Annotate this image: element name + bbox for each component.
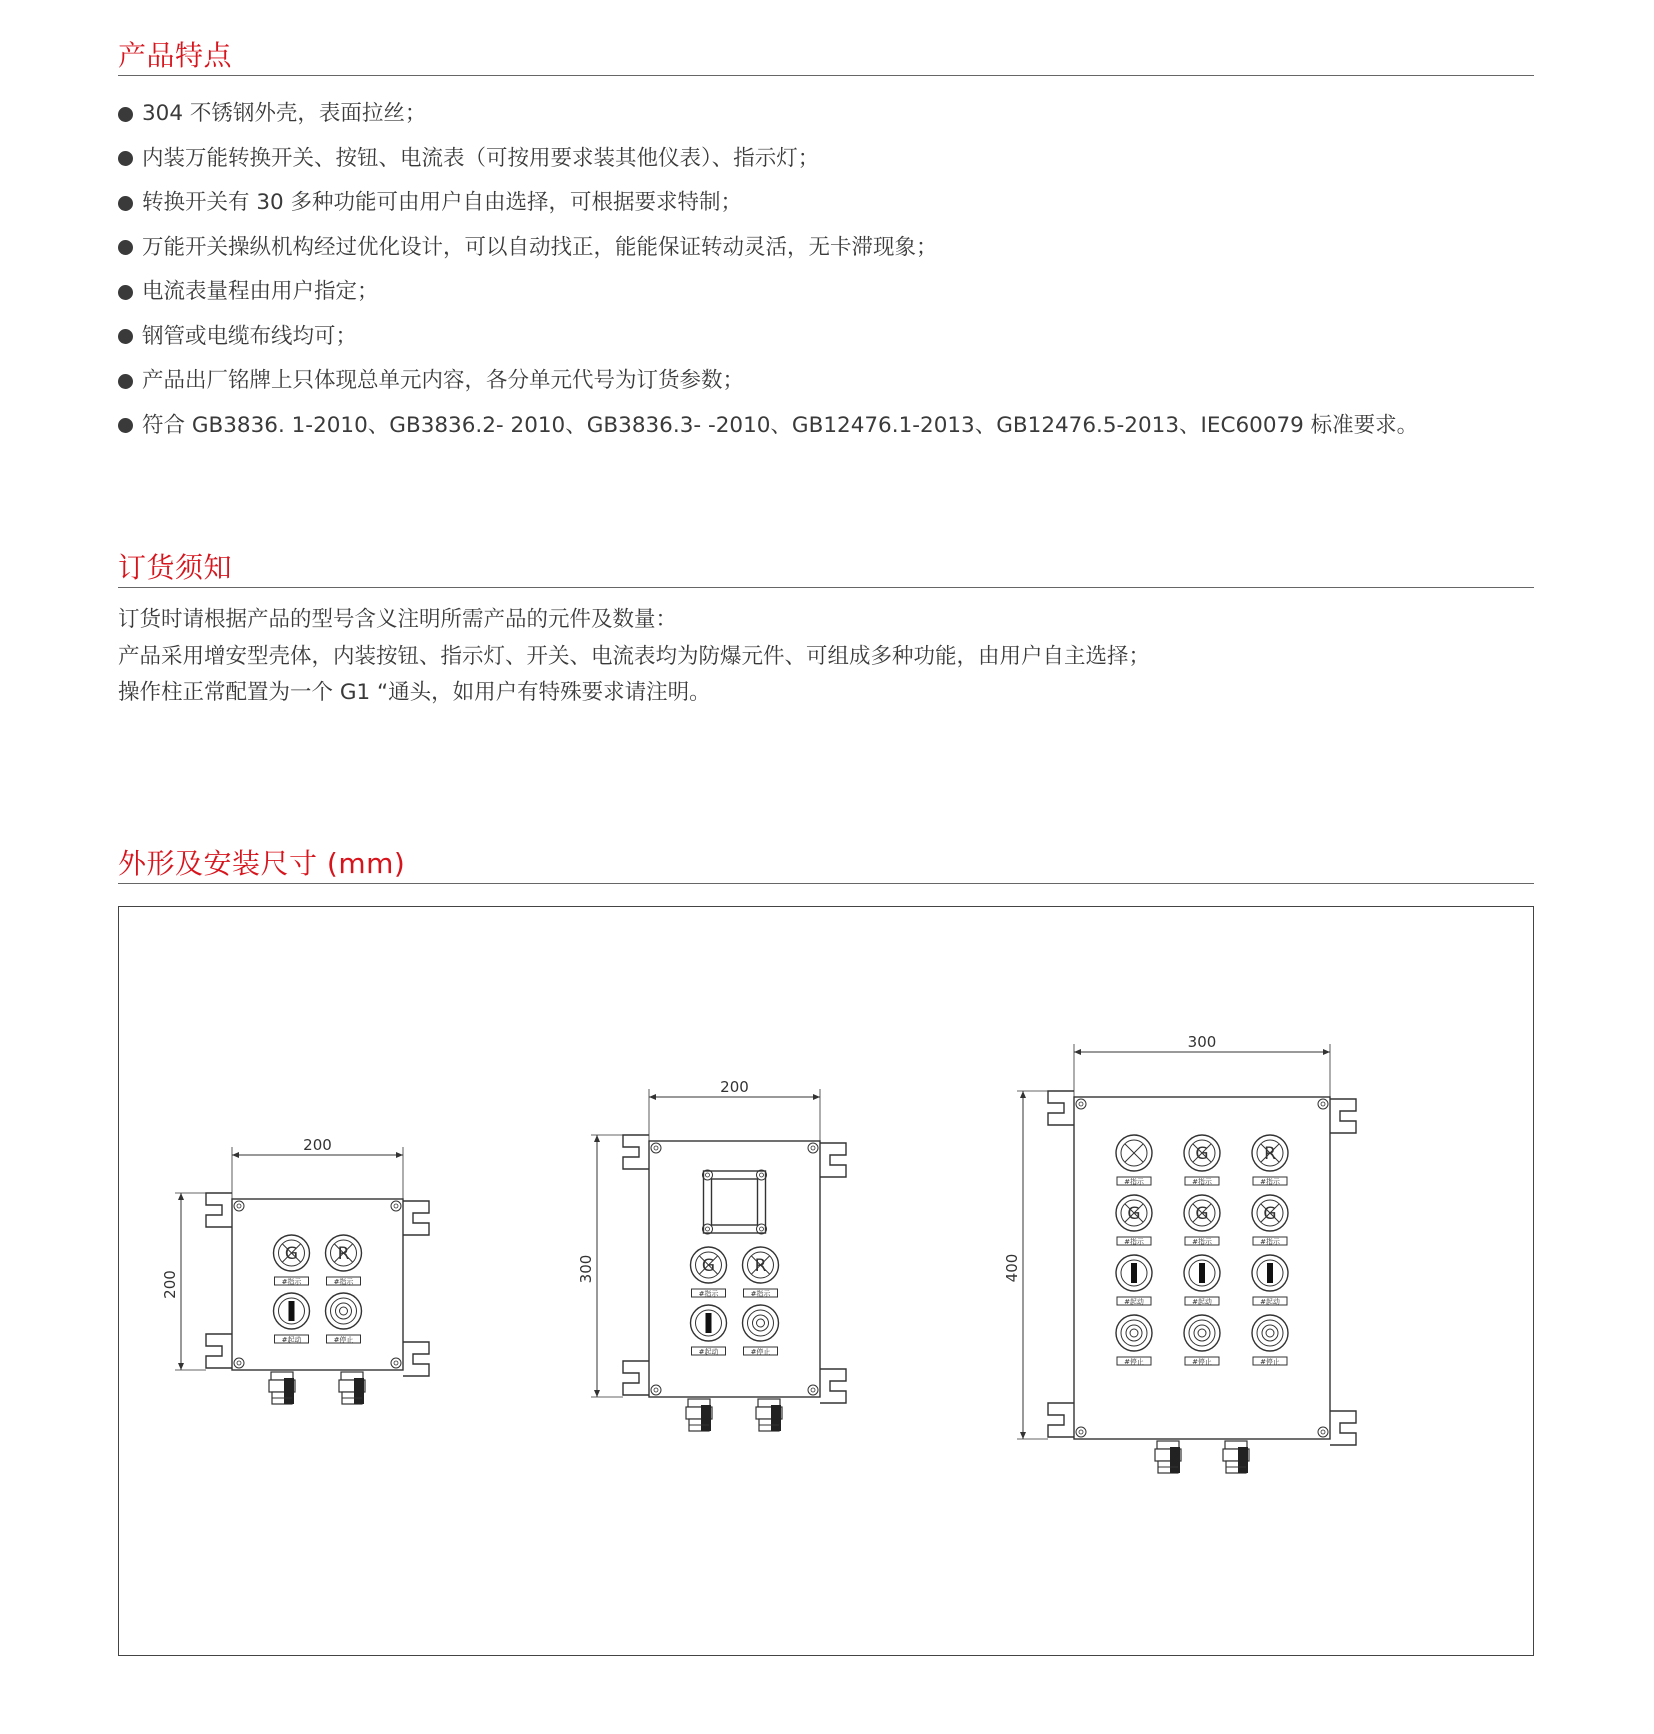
indicator-letter: G <box>284 1244 299 1264</box>
mounting-bracket <box>1330 1411 1356 1445</box>
features-divider <box>118 75 1534 76</box>
switch-knob-icon <box>1199 1263 1205 1283</box>
ammeter-window <box>704 1171 766 1233</box>
feature-text: 钢管或电缆布线均可； <box>142 323 358 349</box>
mounting-bracket <box>403 1201 429 1235</box>
nameplate-label: #指示 <box>281 1278 302 1286</box>
bullet-icon <box>118 374 133 389</box>
cable-gland-icon <box>1155 1441 1181 1473</box>
enclosure-body <box>232 1199 403 1370</box>
nameplate-label: #指示 <box>1260 1178 1280 1186</box>
component-switch <box>691 1305 727 1356</box>
dimensions-divider <box>118 883 1534 884</box>
indicator-letter: R <box>1264 1144 1276 1164</box>
list-item <box>118 270 1418 315</box>
arrowhead <box>1020 1091 1026 1098</box>
nameplate-label: #指示 <box>1192 1178 1212 1186</box>
cable-gland-icon <box>686 1399 712 1431</box>
indicator-letter: R <box>754 1256 767 1276</box>
dimension-drawings <box>119 907 1533 1655</box>
arrowhead <box>396 1152 403 1158</box>
mounting-bracket <box>403 1342 429 1376</box>
enclosure-drawing-3 <box>1003 1033 1356 1473</box>
switch-knob-icon <box>706 1313 712 1333</box>
height-dimension-label: 300 <box>577 1254 595 1284</box>
nameplate-label: #停止 <box>1124 1358 1144 1366</box>
height-dimension-label: 400 <box>1003 1253 1021 1283</box>
width-dimension-label: 200 <box>303 1136 332 1154</box>
indicator-letter: R <box>337 1244 350 1264</box>
arrowhead <box>178 1363 184 1370</box>
indicator-letter: G <box>1195 1144 1209 1164</box>
component-button <box>743 1305 779 1356</box>
mounting-bracket <box>820 1369 846 1403</box>
indicator-letter: G <box>1263 1204 1277 1224</box>
height-dimension-label: 200 <box>161 1270 179 1299</box>
nameplate-label: #停止 <box>1260 1358 1280 1366</box>
component-R <box>326 1235 362 1286</box>
arrowhead <box>178 1193 184 1200</box>
ordering-line: 产品采用增安型壳体，内装按钮、指示灯、开关、电流表均为防爆元件、可组成多种功能，由用户自主选择； <box>118 643 1151 669</box>
nameplate-label: #停止 <box>1192 1358 1212 1366</box>
component-G <box>691 1247 727 1298</box>
component-G <box>1116 1195 1152 1246</box>
bullet-icon <box>118 285 133 300</box>
ordering-divider <box>118 587 1534 588</box>
list-item <box>118 359 1418 404</box>
nameplate-label: #指示 <box>333 1278 354 1286</box>
cable-gland-icon <box>756 1399 782 1431</box>
arrowhead <box>649 1094 656 1100</box>
enclosure-drawing-1 <box>161 1136 429 1404</box>
arrowhead <box>1020 1432 1026 1439</box>
feature-text: 内装万能转换开关、按钮、电流表（可按用要求装其他仪表）、指示灯； <box>142 145 820 171</box>
nameplate-label: #指示 <box>1124 1178 1144 1186</box>
component-button <box>326 1293 362 1344</box>
switch-knob-icon <box>289 1301 295 1321</box>
component-R <box>743 1247 779 1298</box>
component-switch <box>1252 1255 1288 1306</box>
indicator-letter: G <box>1195 1204 1209 1224</box>
drawing-frame <box>118 906 1534 1656</box>
mounting-bracket <box>1330 1099 1356 1133</box>
indicator-letter: G <box>1127 1204 1141 1224</box>
component-X <box>1116 1135 1152 1186</box>
list-item <box>118 315 1418 360</box>
arrowhead <box>1323 1049 1330 1055</box>
component-switch <box>1184 1255 1220 1306</box>
feature-text: 电流表量程由用户指定； <box>142 279 379 305</box>
nameplate-label: #起动 <box>281 1336 302 1344</box>
list-item <box>118 181 1418 226</box>
nameplate-label: #指示 <box>1192 1238 1212 1246</box>
nameplate-label: #起动 <box>1260 1298 1280 1306</box>
nameplate-label: #停止 <box>750 1348 771 1356</box>
component-button <box>1252 1315 1288 1366</box>
switch-knob-icon <box>1131 1263 1137 1283</box>
mounting-bracket <box>1048 1091 1074 1125</box>
component-switch <box>1116 1255 1152 1306</box>
feature-text: 304 不锈钢外壳，表面拉丝； <box>142 101 427 127</box>
feature-text: 产品出厂铭牌上只体现总单元内容，各分单元代号为订货参数； <box>142 368 745 394</box>
component-button <box>1184 1315 1220 1366</box>
nameplate-label: #指示 <box>1260 1238 1280 1246</box>
nameplate-label: #停止 <box>333 1336 354 1344</box>
component-G <box>1252 1195 1288 1246</box>
list-item <box>118 404 1418 449</box>
arrowhead <box>594 1390 600 1397</box>
bullet-icon <box>118 107 133 122</box>
arrowhead <box>813 1094 820 1100</box>
ordering-notes <box>118 602 1150 712</box>
mounting-bracket <box>623 1361 649 1395</box>
ordering-line: 订货时请根据产品的型号含义注明所需产品的元件及数量： <box>118 607 678 632</box>
list-item <box>118 226 1418 271</box>
nameplate-label: #指示 <box>750 1290 771 1298</box>
features-title: 产品特点 <box>118 39 233 72</box>
nameplate-label: #起动 <box>1192 1298 1212 1306</box>
width-dimension-label: 300 <box>1187 1033 1217 1051</box>
component-switch <box>274 1293 310 1344</box>
switch-knob-icon <box>1267 1263 1273 1283</box>
cable-gland-icon <box>339 1372 365 1404</box>
width-dimension-label: 200 <box>720 1078 749 1096</box>
component-G <box>1184 1135 1220 1186</box>
bullet-icon <box>118 240 133 255</box>
mounting-bracket <box>820 1143 846 1177</box>
bullet-icon <box>118 151 133 166</box>
ordering-title: 订货须知 <box>118 551 233 584</box>
component-button <box>1116 1315 1152 1366</box>
feature-text: 符合 GB3836. 1-2010、GB3836.2- 2010、GB3836.3- -2010、GB12476.1-2013、GB12476.5-2013、IEC60079 标准要求。 <box>142 412 1419 438</box>
cable-gland-icon <box>269 1372 295 1404</box>
mounting-bracket <box>1048 1403 1074 1437</box>
list-item <box>118 92 1418 137</box>
list-item <box>118 137 1418 182</box>
feature-text: 万能开关操纵机构经过优化设计，可以自动找正，能能保证转动灵活，无卡滞现象； <box>142 234 938 260</box>
nameplate-label: #起动 <box>698 1348 719 1356</box>
mounting-bracket <box>623 1135 649 1169</box>
bullet-icon <box>118 418 133 433</box>
feature-text: 转换开关有 30 多种功能可由用户自由选择，可根据要求特制； <box>142 190 743 216</box>
arrowhead <box>1074 1049 1081 1055</box>
ordering-line: 操作柱正常配置为一个 G1 “通头，如用户有特殊要求请注明。 <box>118 680 711 705</box>
component-G <box>1184 1195 1220 1246</box>
mounting-bracket <box>206 1193 232 1227</box>
indicator-letter: G <box>701 1256 716 1276</box>
nameplate-label: #起动 <box>1124 1298 1144 1306</box>
component-G <box>274 1235 310 1286</box>
features-list <box>118 92 1418 448</box>
nameplate-label: #指示 <box>698 1290 719 1298</box>
nameplate-label: #指示 <box>1124 1238 1144 1246</box>
bullet-icon <box>118 196 133 211</box>
mounting-bracket <box>206 1334 232 1368</box>
arrowhead <box>232 1152 239 1158</box>
bullet-icon <box>118 329 133 344</box>
enclosure-drawing-2 <box>577 1078 846 1431</box>
cable-gland-icon <box>1223 1441 1249 1473</box>
arrowhead <box>594 1135 600 1142</box>
dimensions-title: 外形及安装尺寸 (mm) <box>118 847 406 880</box>
component-R <box>1252 1135 1288 1186</box>
